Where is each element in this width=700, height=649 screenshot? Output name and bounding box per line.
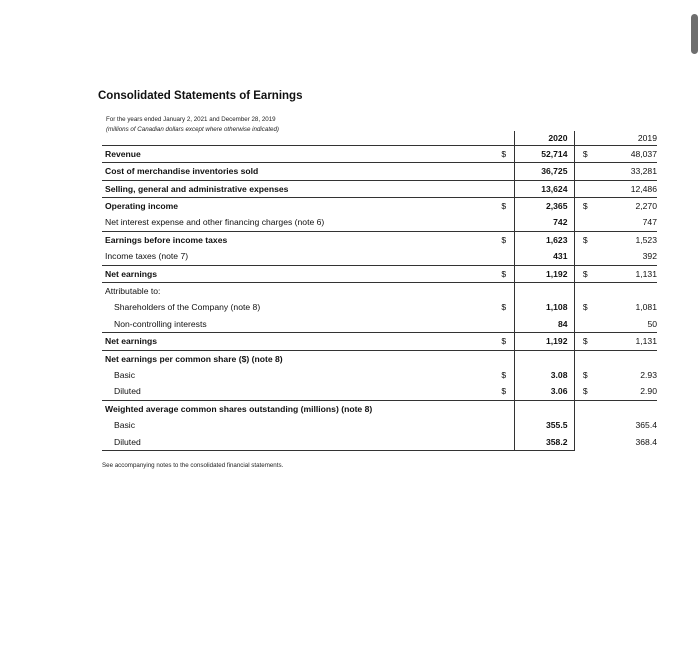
row-label: Cost of merchandise inventories sold — [102, 163, 494, 180]
table-row — [102, 367, 657, 383]
value-2019: 1,081 — [635, 302, 657, 313]
row-label: Non-controlling interests — [114, 318, 207, 329]
currency-2020: $ — [494, 146, 514, 163]
currency-2019: $ — [582, 386, 588, 397]
table-row — [102, 333, 657, 350]
table-row — [102, 231, 657, 248]
currency-2019 — [574, 180, 596, 197]
currency-2020 — [494, 248, 514, 265]
row-label: Basic — [114, 420, 136, 431]
value-2019 — [596, 400, 657, 417]
currency-2020 — [494, 434, 514, 451]
value-2020: 358.2 — [514, 434, 574, 451]
row-label: Income taxes (note 7) — [105, 251, 189, 262]
value-2019: 392 — [642, 251, 657, 262]
row-label: Basic — [114, 369, 136, 380]
value-2020: 36,725 — [514, 163, 574, 180]
row-label: Shareholders of the Company (note 8) — [114, 302, 261, 313]
row-label: Revenue — [102, 146, 494, 163]
currency-2020 — [494, 400, 514, 417]
earnings-table — [102, 131, 657, 451]
scrollbar[interactable] — [691, 14, 698, 54]
column-header-2019: 2019 — [637, 132, 657, 143]
units-note: (millions of Canadian dollars except where otherwise indicated) — [106, 126, 279, 133]
value-2019 — [596, 283, 657, 300]
period-note: For the years ended January 2, 2021 and December 28, 2019 — [106, 116, 276, 123]
table-row — [102, 434, 657, 451]
currency-2020: $ — [494, 231, 514, 248]
currency-2019: $ — [574, 265, 596, 282]
value-2019: 1,523 — [596, 231, 657, 248]
table-row — [102, 316, 657, 333]
value-2019: 48,037 — [596, 146, 657, 163]
row-label: Net interest expense and other financing charges (note 6) — [105, 217, 325, 228]
currency-2020 — [494, 350, 514, 367]
row-label: Weighted average common shares outstanding (millions) (note 8) — [102, 400, 494, 417]
currency-2019 — [574, 350, 596, 367]
currency-2020: $ — [501, 369, 507, 380]
table-row — [102, 198, 657, 215]
value-2019: 33,281 — [596, 163, 657, 180]
row-label: Selling, general and administrative expenses — [102, 180, 494, 197]
table-row — [102, 215, 657, 232]
value-2019: 365.4 — [635, 420, 657, 431]
row-label: Attributable to: — [102, 283, 494, 300]
row-label: Operating income — [102, 198, 494, 215]
currency-2019 — [574, 163, 596, 180]
currency-2020 — [494, 215, 514, 232]
header-row — [102, 131, 657, 146]
value-2020: 3.08 — [514, 367, 574, 383]
column-header-2020: 2020 — [514, 131, 574, 146]
value-2019: 1,131 — [596, 265, 657, 282]
value-2020: 742 — [514, 215, 574, 232]
value-2020: 1,192 — [514, 333, 574, 350]
currency-2020: $ — [494, 265, 514, 282]
value-2019: 747 — [642, 217, 657, 228]
value-2019: 368.4 — [635, 436, 657, 447]
value-2020 — [514, 350, 574, 367]
table-row — [102, 300, 657, 316]
value-2020: 3.06 — [514, 383, 574, 400]
row-label: Diluted — [102, 434, 494, 451]
value-2020: 431 — [514, 248, 574, 265]
currency-2019: $ — [574, 231, 596, 248]
row-label: Diluted — [114, 386, 141, 397]
table-row — [102, 417, 657, 433]
value-2020: 2,365 — [514, 198, 574, 215]
currency-2019 — [574, 215, 596, 232]
table-row — [102, 383, 657, 400]
currency-2020 — [494, 417, 514, 433]
value-2019: 2.90 — [640, 386, 657, 397]
currency-2019 — [574, 248, 596, 265]
row-label: Net earnings — [102, 333, 494, 350]
currency-2020: $ — [494, 198, 514, 215]
currency-2019 — [574, 283, 596, 300]
table-row — [102, 265, 657, 282]
table-row — [102, 248, 657, 265]
value-2020 — [514, 283, 574, 300]
currency-2020 — [494, 283, 514, 300]
value-2020: 1,623 — [514, 231, 574, 248]
footnote: See accompanying notes to the consolidated financial statements. — [102, 462, 284, 469]
currency-2019: $ — [582, 369, 588, 380]
table-row — [102, 350, 657, 367]
currency-2019 — [574, 316, 596, 333]
value-2020: 1,192 — [514, 265, 574, 282]
currency-2020: $ — [501, 386, 507, 397]
value-2019: 2,270 — [596, 198, 657, 215]
value-2020 — [514, 400, 574, 417]
value-2020: 13,624 — [514, 180, 574, 197]
currency-2020 — [494, 163, 514, 180]
value-2019: 12,486 — [596, 180, 657, 197]
table-row — [102, 163, 657, 180]
row-label: Net earnings — [102, 265, 494, 282]
value-2019: 50 — [647, 318, 657, 329]
table-row — [102, 400, 657, 417]
value-2019: 1,131 — [596, 333, 657, 350]
currency-2020: $ — [501, 302, 507, 313]
currency-2019 — [574, 434, 596, 451]
value-2020: 1,108 — [514, 300, 574, 316]
table-row — [102, 283, 657, 300]
value-2019 — [596, 350, 657, 367]
currency-2019: $ — [582, 302, 588, 313]
row-label: Earnings before income taxes — [102, 231, 494, 248]
currency-2019: $ — [574, 198, 596, 215]
table-row — [102, 146, 657, 163]
currency-2020 — [494, 180, 514, 197]
currency-2019 — [574, 400, 596, 417]
row-label: Net earnings per common share ($) (note 8) — [102, 350, 494, 367]
table-row — [102, 180, 657, 197]
currency-2019: $ — [574, 333, 596, 350]
statement-title: Consolidated Statements of Earnings — [98, 90, 303, 102]
value-2020: 355.5 — [514, 417, 574, 433]
currency-2019 — [574, 417, 596, 433]
currency-2020: $ — [494, 333, 514, 350]
value-2020: 52,714 — [514, 146, 574, 163]
value-2020: 84 — [514, 316, 574, 333]
value-2019: 2.93 — [640, 369, 657, 380]
currency-2020 — [494, 316, 514, 333]
currency-2019: $ — [574, 146, 596, 163]
